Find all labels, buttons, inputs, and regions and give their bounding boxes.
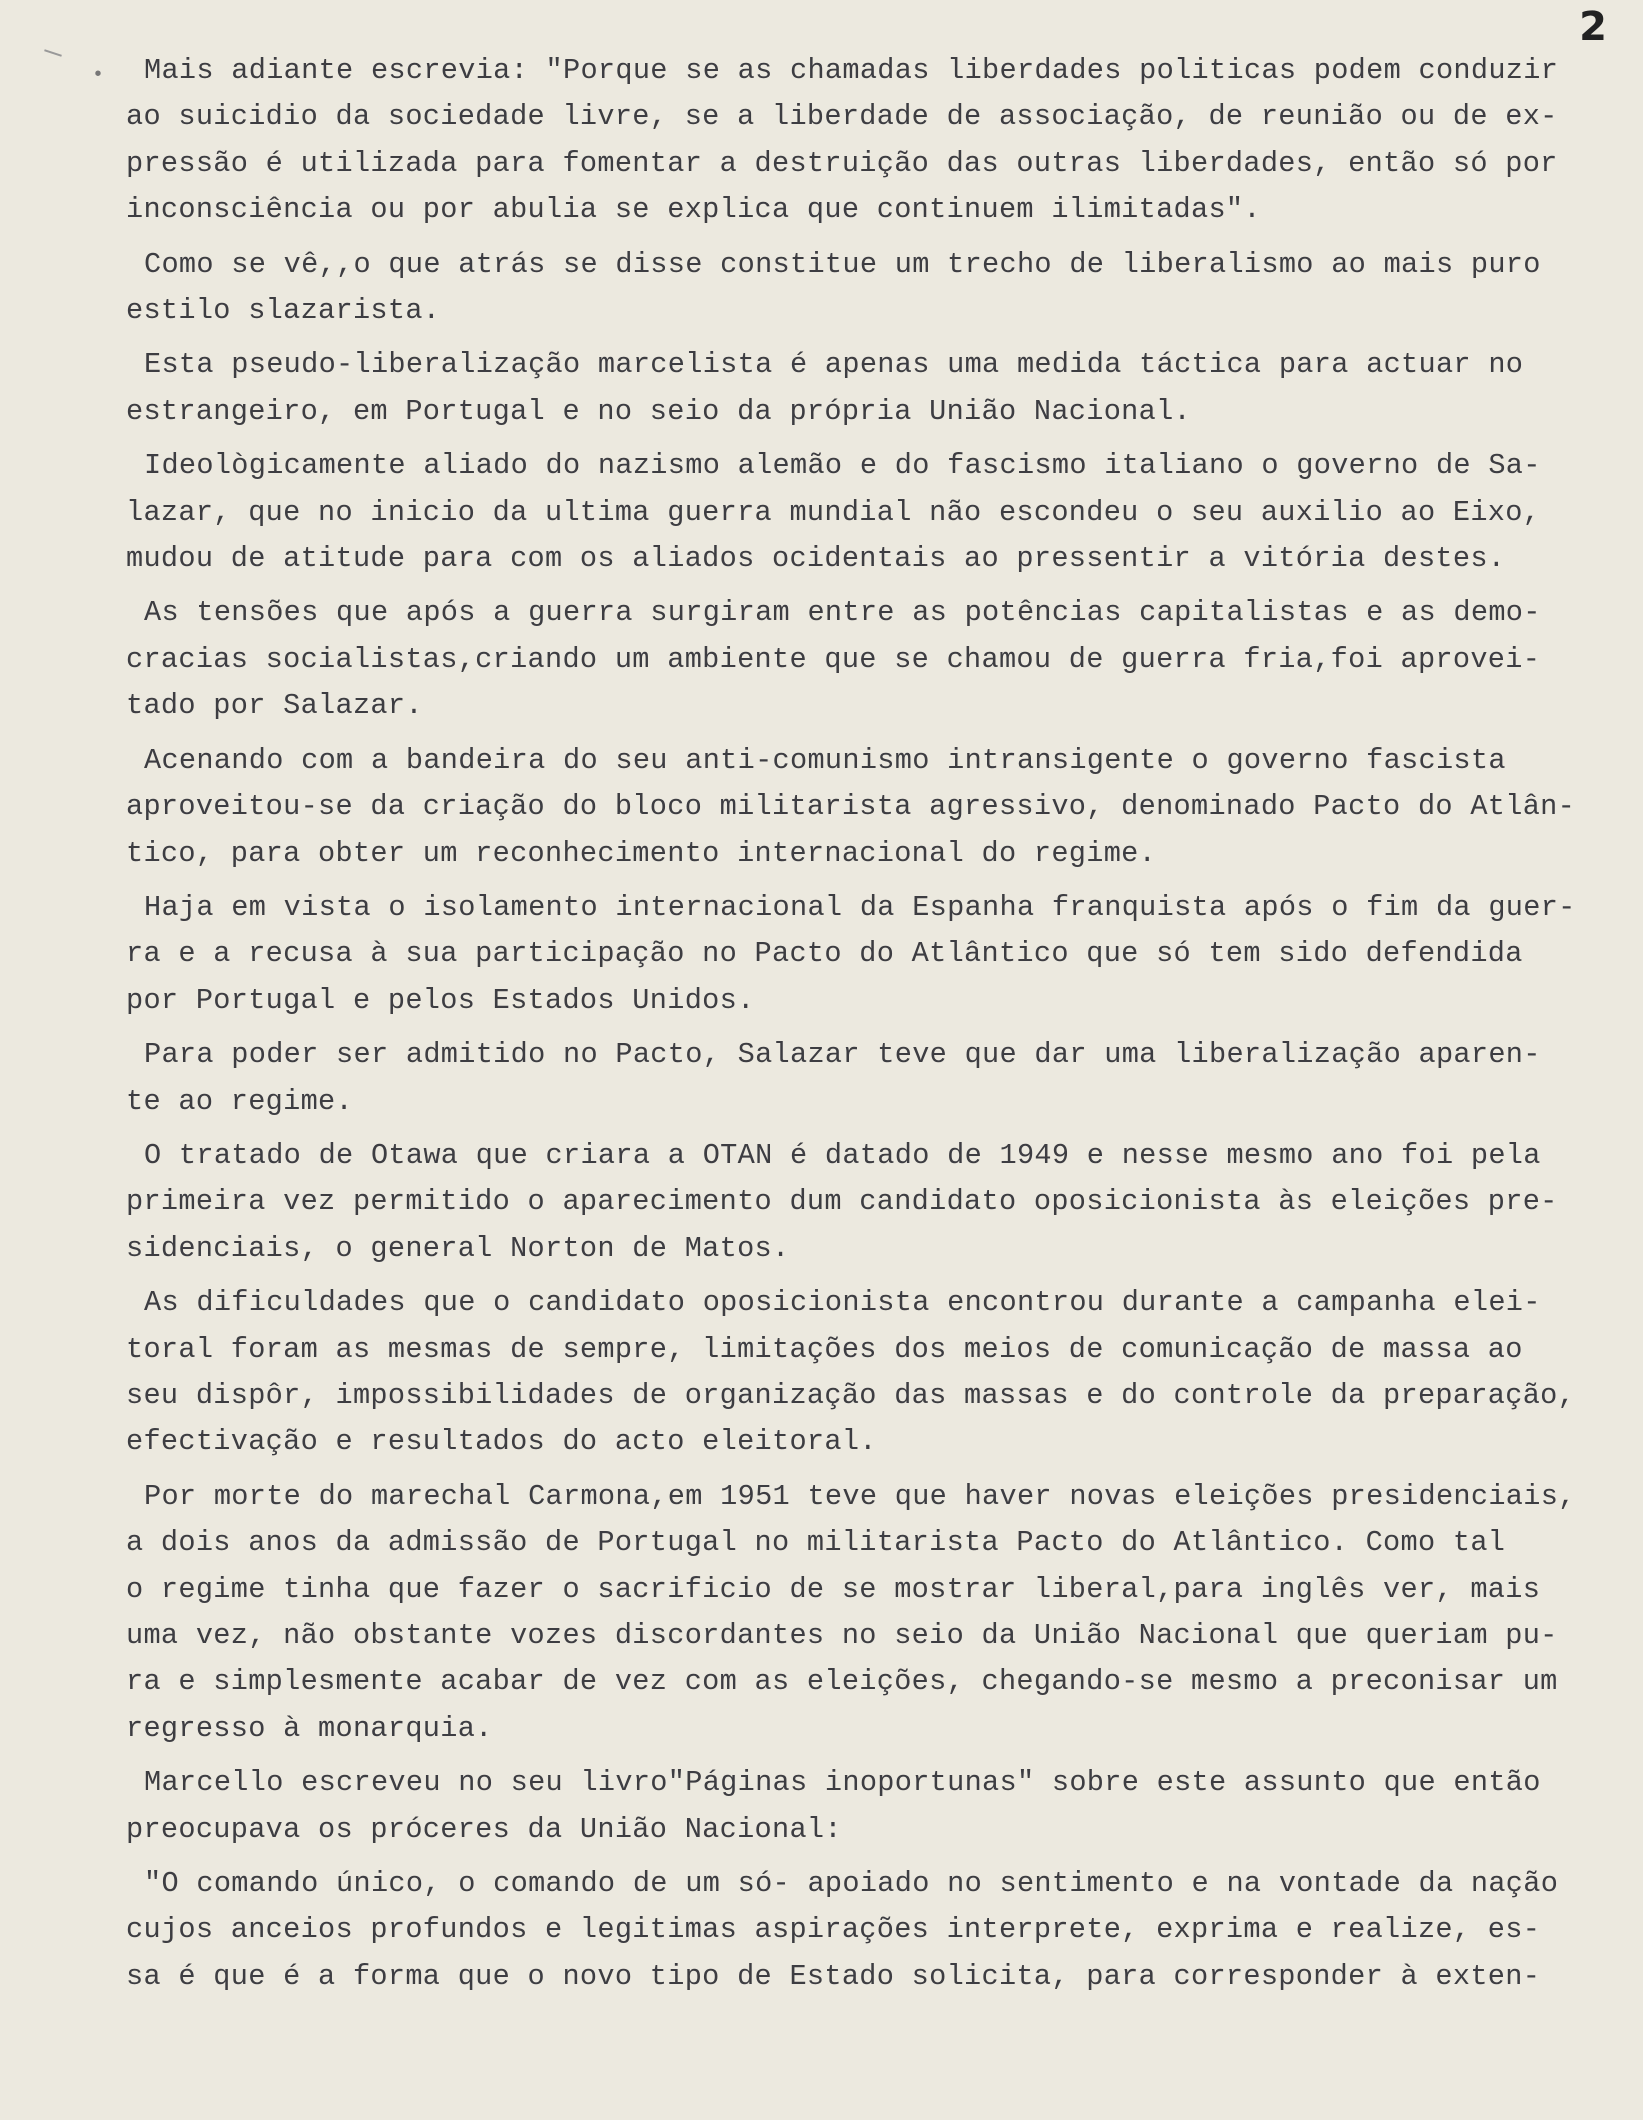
paragraph [126, 242, 1596, 335]
paragraph [126, 1133, 1596, 1272]
text-line: te ao regime. [126, 1084, 353, 1118]
text-line: O tratado de Otawa que criara a OTAN é datado de 1949 e nesse mesmo ano foi pela [144, 1138, 1541, 1172]
paragraph [126, 885, 1596, 1024]
paragraph [126, 1032, 1596, 1125]
margin-pencil-mark [44, 49, 62, 56]
text-line: regresso à monarquia. [126, 1711, 493, 1745]
paragraph [126, 342, 1596, 435]
text-line: ao suicidio da sociedade livre, se a liberdade de associação, de reunião ou de ex- [126, 100, 1558, 134]
text-line: Mais adiante escrevia: "Porque se as chamadas liberdades politicas podem conduzir [144, 54, 1559, 87]
text-line: seu dispôr, impossibilidades de organização das massas e do controle da preparação, [126, 1378, 1576, 1412]
text-line: Por morte do marechal Carmona,em 1951 teve que haver novas eleições presidenciais, [144, 1479, 1576, 1513]
text-line: tado por Salazar. [126, 689, 423, 723]
text-line: cujos anceios profundos e legitimas aspirações interprete, exprima e realize, es- [126, 1913, 1541, 1947]
text-line: lazar, que no inicio da ultima guerra mundial não escondeu o seu auxilio ao Eixo, [126, 495, 1541, 529]
paragraph [126, 590, 1596, 729]
text-line: sa é que é a forma que o novo tipo de Estado solicita, para corresponder à exten- [126, 1959, 1541, 1993]
text-line: "O comando único, o comando de um só- apoiado no sentimento e na vontade da nação [144, 1867, 1559, 1901]
text-line: estilo slazarista. [126, 294, 441, 328]
paragraph [126, 1280, 1596, 1466]
text-line: Marcello escreveu no seu livro"Páginas inoportunas" sobre este assunto que então [144, 1766, 1541, 1800]
text-line: uma vez, não obstante vozes discordantes no seio da União Nacional que queriam pu- [126, 1619, 1558, 1652]
text-line: toral foram as mesmas de sempre, limitações dos meios de comunicação de massa ao [126, 1332, 1523, 1366]
text-line: Como se vê,,o que atrás se disse constitue um trecho de liberalismo ao mais puro [144, 247, 1541, 281]
text-line: mudou de atitude para com os aliados ocidentais ao pressentir a vitória destes. [126, 542, 1506, 576]
text-line: a dois anos da admissão de Portugal no militarista Pacto do Atlântico. Como tal [126, 1526, 1506, 1560]
text-line: Acenando com a bandeira do seu anti-comunismo intransigente o governo fascista [144, 743, 1506, 777]
paragraph [126, 48, 1596, 234]
page-number: 2 [1579, 4, 1607, 50]
text-line: As tensões que após a guerra surgiram entre as potências capitalistas e as demo- [144, 596, 1541, 630]
text-line: efectivação e resultados do acto eleitoral. [126, 1425, 877, 1459]
text-line: Haja em vista o isolamento internacional da Espanha franquista após o fim da guer- [144, 890, 1576, 924]
typewritten-text [126, 48, 1596, 2008]
text-line: aproveitou-se da criação do bloco militarista agressivo, denominado Pacto do Atlân- [126, 790, 1576, 824]
text-line: Ideològicamente aliado do nazismo alemão e do fascismo italiano o governo de Sa- [144, 449, 1541, 483]
text-line: preocupava os próceres da União Nacional: [126, 1812, 842, 1846]
paragraph [126, 738, 1596, 877]
paragraph [126, 443, 1596, 582]
text-line: primeira vez permitido o aparecimento dum candidato oposicionista às eleições pre- [126, 1185, 1558, 1219]
paragraph [126, 1760, 1596, 1853]
paragraph [126, 1861, 1596, 2000]
text-line: o regime tinha que fazer o sacrificio de se mostrar liberal,para inglês ver, mais [126, 1572, 1541, 1606]
text-line: inconsciência ou por abulia se explica que continuem ilimitadas". [126, 193, 1261, 227]
text-line: As dificuldades que o candidato oposicionista encontrou durante a campanha elei- [144, 1286, 1541, 1320]
text-line: ra e a recusa à sua participação no Pacto do Atlântico que só tem sido defendida [126, 937, 1523, 971]
text-line: estrangeiro, em Portugal e no seio da própria União Nacional. [126, 394, 1192, 428]
text-line: Para poder ser admitido no Pacto, Salazar teve que dar uma liberalização aparen- [144, 1038, 1541, 1072]
text-line: ra e simplesmente acabar de vez com as eleições, chegando-se mesmo a preconisar um [126, 1665, 1558, 1699]
text-line: sidenciais, o general Norton de Matos. [126, 1231, 790, 1265]
text-line: Esta pseudo-liberalização marcelista é apenas uma medida táctica para actuar no [144, 348, 1524, 382]
text-line: pressão é utilizada para fomentar a destruição das outras liberdades, então só por [126, 146, 1558, 180]
text-line: por Portugal e pelos Estados Unidos. [126, 983, 755, 1017]
text-line: tico, para obter um reconhecimento internacional do regime. [126, 836, 1157, 870]
text-line: cracias socialistas,criando um ambiente que se chamou de guerra fria,foi aprovei- [126, 642, 1541, 676]
margin-dot: • [92, 64, 105, 87]
paragraph [126, 1474, 1596, 1752]
